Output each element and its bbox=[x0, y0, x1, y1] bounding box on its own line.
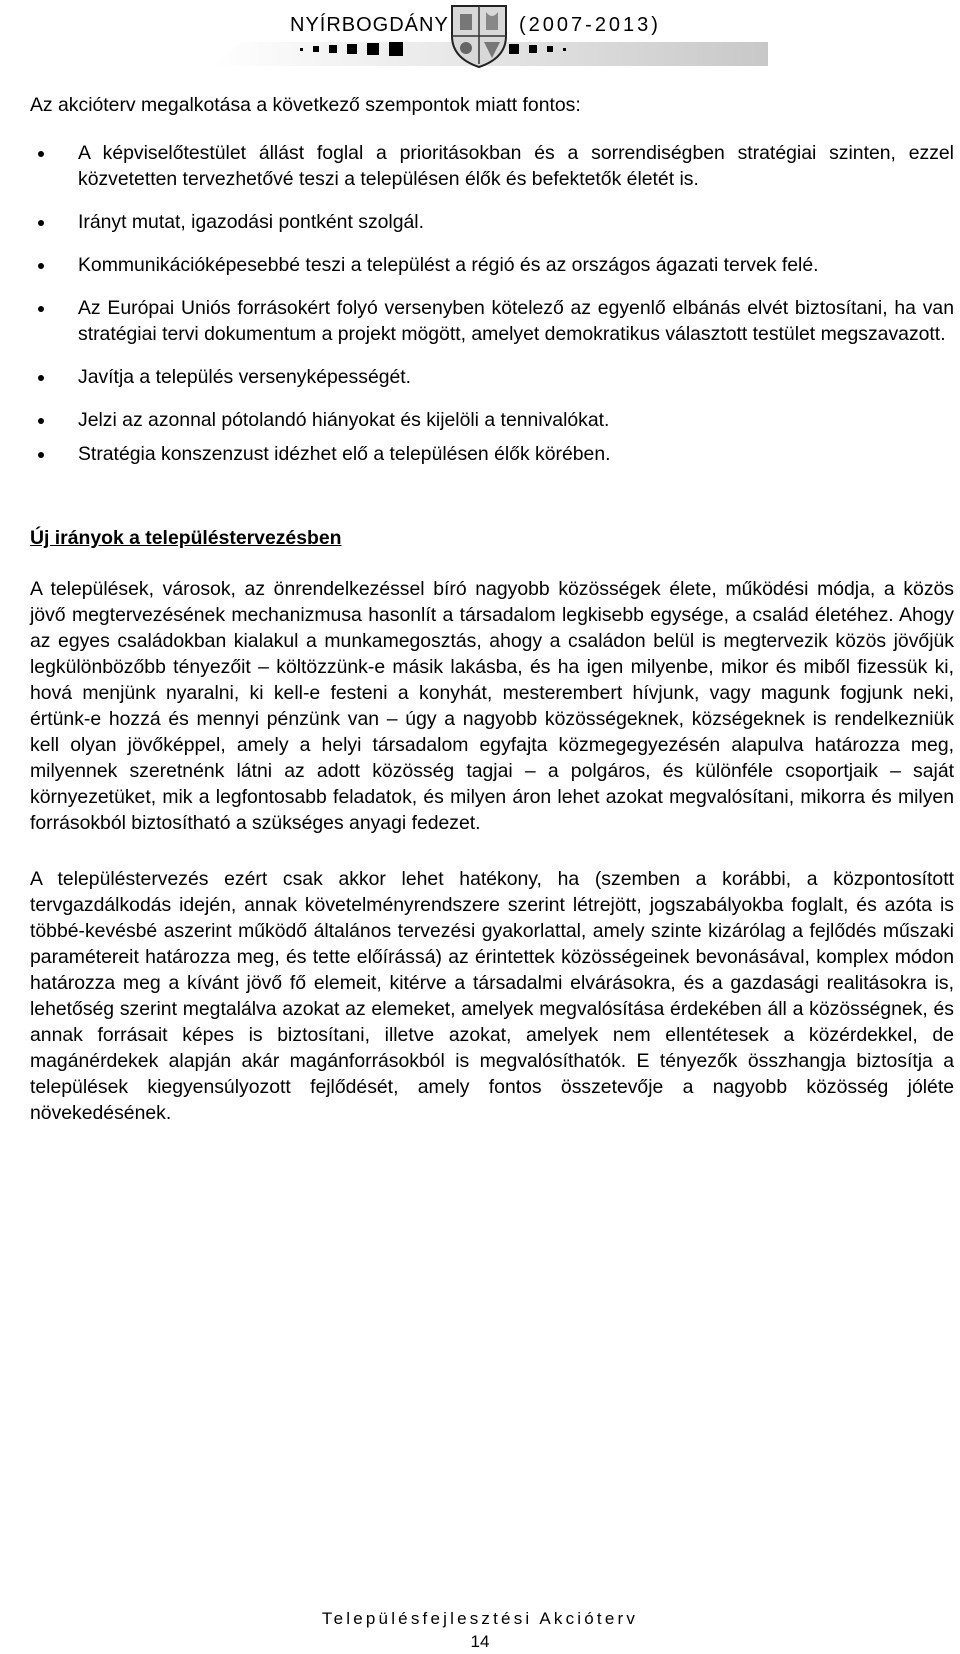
list-item: Stratégia konszenzust idézhet elő a településen élők körében. bbox=[30, 441, 954, 467]
list-item: Kommunikációképesebbé teszi a települést a régió és az országos ágazati tervek felé. bbox=[30, 252, 954, 278]
footer-document-title: Településfejlesztési Akcióterv bbox=[321, 1609, 639, 1628]
intro-sentence: Az akcióterv megalkotása a következő szempontok miatt fontos: bbox=[30, 94, 581, 116]
page-header bbox=[0, 0, 960, 75]
document-body bbox=[30, 92, 954, 1156]
coat-of-arms-icon bbox=[448, 2, 510, 70]
bullet-dot-icon bbox=[38, 452, 44, 458]
bullet-dot-icon bbox=[38, 151, 44, 157]
bullet-dot-icon bbox=[38, 220, 44, 226]
bullet-dot-icon bbox=[38, 418, 44, 424]
header-years: (2007-2013) bbox=[519, 14, 661, 36]
bullet-list bbox=[30, 140, 954, 467]
section-heading: Új irányok a településtervezésben bbox=[30, 527, 342, 549]
bullet-dot-icon bbox=[38, 306, 44, 312]
list-item: Az Európai Uniós forrásokért folyó versenyben kötelező az egyenlő elbánás elvét biztosítani, ha van stratégiai tervi dokumentum a projekt mögött, amelyet demokratikus választott testület megszavazott. bbox=[30, 295, 954, 347]
header-dot-pattern bbox=[300, 42, 566, 56]
list-item: Javítja a település versenyképességét. bbox=[30, 364, 954, 390]
page-number: 14 bbox=[470, 1632, 490, 1651]
paragraph-1: A települések, városok, az önrendelkezéssel bíró nagyobb közösségek élete, működési módja, a közös jövő megtervezésének mechanizmusa hasonlít a társadalom legkisebb egysége, a család életéhez. Ahogy az egyes családokban kialakul a munkamegosztás, ahogy a családon belül is megtervezik közös jövőjük legkülönbözőbb tényezőit – költözzünk-e másik lakásba, és ha igen milyenbe, mikor és miből fizessük ki, hová menjünk nyaralni, ki kell-e festeni a konyhát, mesterembert hívjunk, vagy magunk fogjunk neki, értünk-e hozzá és mennyi pénzünk van – úgy a nagyobb közösségeknek, községeknek is rendelkezniük kell olyan jövőképpel, amely a helyi társadalom egyfajta közmegegyezésén alapulva határozza meg, milyennek szeretnénk látni az adott közösség tagjai – a polgáros, és különféle csoportjaik – saját környezetüket, mik a legfontosabb feladatok, és milyen áron lehet azokat megvalósítani, mikorra és milyen forrásokból biztosítható a szükséges anyagi fedezet. bbox=[30, 578, 954, 834]
bullet-dot-icon bbox=[38, 375, 44, 381]
list-item: Jelzi az azonnal pótolandó hiányokat és kijelöli a tennivalókat. bbox=[30, 407, 954, 433]
paragraph-2: A településtervezés ezért csak akkor lehet hatékony, ha (szemben a korábbi, a központosított tervgazdálkodás idején, annak követelményrendszere szerint létrejött, jogszabályokba foglalt, és azóta is többé-kevésbé aszerint működő általános tervezési gyakorlattal, amely szinte kizárólag a fejlődés műszaki paramétereit határozza meg, és tette előírássá) az érintettek közösségeinek bevonásával, komplex módon határozza meg a kívánt jövő fő elemeit, kitérve a társadalmi elvárásokra, és a gazdasági realitásokra is, lehetőség szerint megtalálva azokat az elemeket, amelyek megvalósítása érdekében áll a közösségnek, és annak forrásait képes is biztosítani, illetve azokat, amelyek nem ellentétesek a közérdekkel, de magánérdekek alapján akár magánforrásokból is megvalósíthatók. E tényezők összhangja biztosítja a települések kiegyensúlyozott fejlődését, amely fontos összetevője a nagyobb közösség jóléte növekedésének. bbox=[30, 868, 954, 1124]
list-item: A képviselőtestület állást foglal a prioritásokban és a sorrendiségben stratégiai szinten, ezzel közvetetten tervezhetővé teszi a településen élők és befektetők életét is. bbox=[30, 140, 954, 192]
list-item: Irányt mutat, igazodási pontként szolgál. bbox=[30, 209, 954, 235]
header-town-name: NYÍRBOGDÁNY bbox=[290, 14, 449, 36]
bullet-dot-icon bbox=[38, 263, 44, 269]
